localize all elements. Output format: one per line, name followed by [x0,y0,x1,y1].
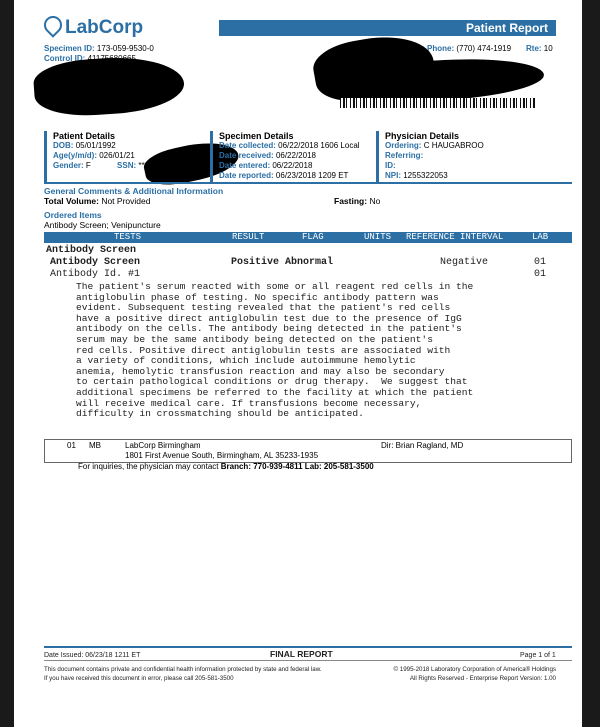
test-name: Antibody Screen [50,257,141,268]
lab-number: 01 [67,441,76,450]
total-volume: Total Volume: Not Provided [44,196,151,206]
labcorp-logo-icon [40,12,65,37]
dob: 05/01/1992 [75,141,116,150]
test-group-title: Antibody Screen [46,245,137,256]
rights-version: All Rights Reserved - Enterprise Report Version: 1.00 [409,675,556,682]
labcorp-logo: LabCorp [44,16,143,39]
ssn: *** [138,161,148,170]
barcode [340,98,536,108]
phone: Phone: (770) 474-1919 [427,44,512,53]
specimen-details-heading: Specimen Details [219,131,294,141]
test-flag: Abnormal [285,257,334,268]
final-report: FINAL REPORT [270,649,333,659]
ordered-items-heading: Ordered Items [44,210,102,220]
npi: 1255322053 [403,171,448,180]
col-lab: LAB [532,232,549,242]
control-id: Control ID: [44,54,86,63]
section-divider [44,182,572,184]
col-units: UNITS [364,232,392,242]
test-result: Positive Abnormal [231,257,334,268]
inquiry-phones: Branch: 770-939-4811 Lab: 205-581-3500 [220,462,374,471]
ordered-items: Antibody Screen; Venipuncture [44,220,161,230]
col-flag: FLAG [302,232,324,242]
report-title: Patient Report [219,20,556,36]
col-result: RESULT [232,232,265,242]
age: 026/01/21 [99,151,135,160]
comments-heading: General Comments & Additional Information [44,186,224,196]
results-table-header [44,232,572,243]
lab-name: LabCorp Birmingham [125,441,201,450]
col-reference: REFERENCE INTERVAL [406,232,504,242]
date-collected: 06/22/2018 1606 Local [278,141,360,150]
fasting: Fasting: No [334,196,381,206]
footer-divider [44,646,572,648]
footer-rule [44,660,572,661]
test-lab: 01 [534,257,547,268]
antibody-id-lab: 01 [534,269,547,280]
physician-details: Physician Details Ordering: C HAUGABROO Referring: ID: NPI: 1255322053 [376,131,535,183]
confidential-notice: This document contains private and confidential health information protected by state and federal law. [44,666,322,673]
date-entered: 06/22/2018 [272,161,313,170]
lab-address: 1801 First Avenue South, Birmingham, AL 35233-1935 [125,451,319,460]
performing-lab-table [44,439,572,463]
physician-details-heading: Physician Details [385,131,460,141]
test-reference: Negative [440,257,489,268]
copyright: © 1995-2018 Laboratory Corporation of America® Holdings [393,666,556,673]
result-comment: The patient's serum reacted with some or all reagent red cells in the antiglobulin phase of testing. No specific antibody pattern was evident. Subsequent testing revealed that the patient's red cells have a positive direct antiglobulin test due to the presence of IgG antibody on the cells. The antibody being detected in the patient's serum may be the same antibody being detected on the patient's red cells. Positive direct antiglobulin tests are associated with a variety of conditions, which include autoimmune hemolytic anemia, hemolytic transfusion reaction and may also be secondary to certain pathological conditions or drug therapy. We suggest that additional specimens be referred to the facility at which the patient will receive medical care. If transfusions become necessary, difficulty in crossmatching should be anticipated. [76,281,474,420]
ordering-physician: C HAUGABROO [423,141,484,150]
date-received: 06/22/2018 [275,151,316,160]
specimen-details: Specimen Details Date collected: 06/22/2018 1606 Local Date received: 06/22/2018 Date entered: 06/22/2018 Date reported: 06/23/2018 1209 ET [210,131,369,183]
patient-details-heading: Patient Details [53,131,116,141]
route: Rte: 10 [526,44,553,53]
date-reported: 06/23/2018 1209 ET [275,171,349,180]
lab-code: MB [89,441,101,450]
error-notice: If you have received this document in error, please call 205-581-3500 [44,675,234,682]
gender: F [85,161,91,170]
report-page [14,0,582,727]
page-number: Page 1 of 1 [520,652,556,659]
date-issued: Date Issued: 06/23/18 1211 ET [44,652,141,659]
lab-director: Dir: Brian Ragland, MD [381,441,464,450]
col-tests: TESTS [114,232,142,242]
specimen-id: Specimen ID: 173-059-9530-0 [44,44,154,53]
antibody-id: Antibody Id. #1 [50,269,141,280]
inquiry-line: For inquiries, the physician may contact Branch: 770-939-4811 Lab: 205-581-3500 [78,462,374,471]
patient-details: Patient Details DOB: 05/01/1992 Age(y/m/d): 026/01/21 Gender: F SSN: *** [44,131,203,183]
